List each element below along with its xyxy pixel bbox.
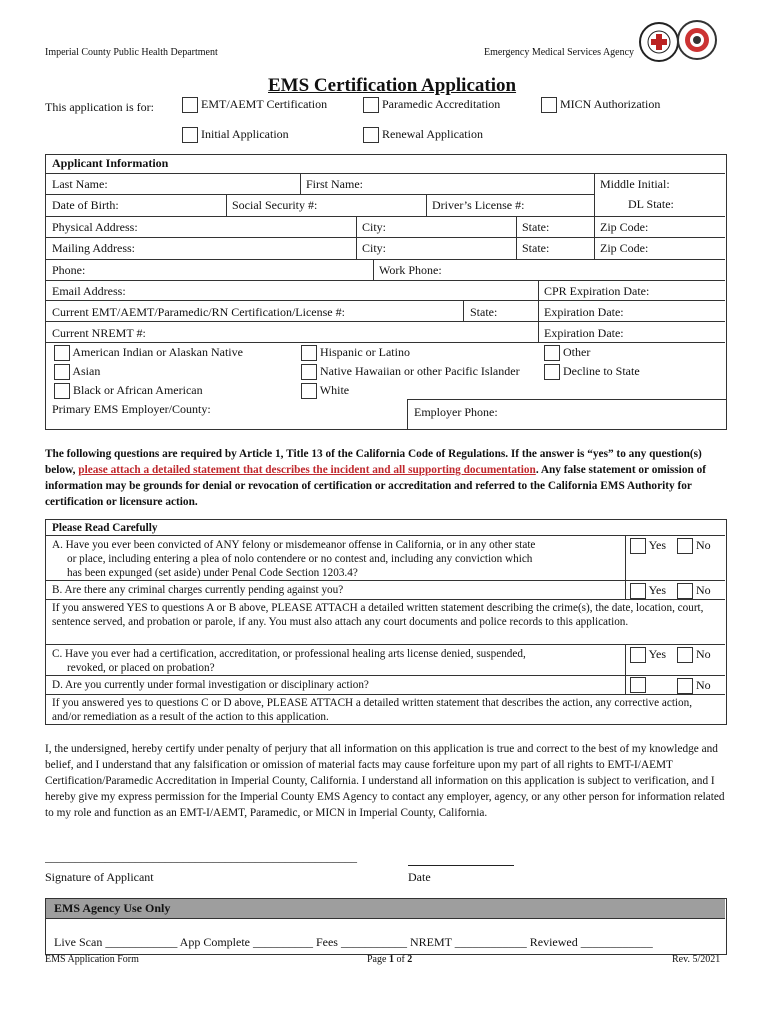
eth-american-indian[interactable]: American Indian or Alaskan Native [54, 345, 243, 361]
micn-checkbox[interactable] [541, 97, 557, 113]
option-initial[interactable]: Initial Application [182, 127, 289, 143]
mailing-state-field[interactable]: State: [522, 241, 550, 255]
paramedic-checkbox[interactable] [363, 97, 379, 113]
question-c-no[interactable]: No [677, 647, 711, 663]
phone-field[interactable]: Phone: [52, 263, 86, 277]
signature-line[interactable]: ____________________________________________________ [45, 850, 357, 864]
nremt-expiration-field[interactable]: Expiration Date: [544, 326, 624, 340]
agency-heading: EMS Agency Use Only [54, 901, 171, 915]
physical-state-field[interactable]: State: [522, 220, 550, 234]
footer-revision: Rev. 5/2021 [672, 954, 721, 965]
eth-pacific-islander[interactable]: Native Hawaiian or other Pacific Islander [301, 364, 520, 380]
question-d: D. Are you currently under formal investigation or disciplinary action? [52, 679, 369, 691]
work-phone-field[interactable]: Work Phone: [379, 263, 442, 277]
eth-decline[interactable]: Decline to State [544, 364, 640, 380]
renewal-checkbox[interactable] [363, 127, 379, 143]
eth-white[interactable]: White [301, 383, 349, 399]
question-b-no[interactable]: No [677, 583, 711, 599]
physical-city-field[interactable]: City: [362, 220, 387, 234]
employer-field[interactable]: Primary EMS Employer/County: [52, 402, 211, 416]
mailing-zip-field[interactable]: Zip Code: [600, 241, 649, 255]
cpr-expiration-field[interactable]: CPR Expiration Date: [544, 284, 650, 298]
questions-cd-note: If you answered yes to questions C or D above, PLEASE ATTACH a detailed written statement that describes the action, any corrective action, and/or remediation as a result of the action to this application. [52, 697, 693, 723]
nremt-field[interactable]: Current NREMT #: [52, 326, 146, 340]
last-name-field[interactable]: Last Name: [52, 177, 108, 191]
eth-black[interactable]: Black or African American [54, 383, 203, 399]
question-a-line2: or place, including entering a plea of nolo contendere or no contest and, including any conviction which [67, 553, 533, 565]
eth-asian[interactable]: Asian [54, 364, 100, 380]
date-line[interactable] [408, 865, 514, 866]
agency-fields[interactable]: Live Scan ____________ App Complete __________ Fees ___________ NREMT ____________ Reviewed ____________ [54, 935, 653, 949]
option-paramedic[interactable]: Paramedic Accreditation [363, 97, 500, 113]
current-cert-field[interactable]: Current EMT/AEMT/Paramedic/RN Certification/License #: [52, 305, 345, 319]
ssn-field[interactable]: Social Security #: [232, 198, 318, 212]
question-d-no[interactable]: No [677, 678, 711, 694]
initial-checkbox[interactable] [182, 127, 198, 143]
eth-hispanic[interactable]: Hispanic or Latino [301, 345, 410, 361]
header-right: Emergency Medical Services Agency [484, 47, 635, 58]
date-label: Date [408, 870, 431, 884]
regulation-notice: The following questions are required by Article 1, Title 13 of the California Code of Regulations. If the answer is “yes” to any question(s) below, please attach a detailed statement that describes the incident and all supporting documentation. Any false statement or omission of information may be grounds for denial or revocation of certification or accreditation and referred to the California EMS Authority for certification or licensure action. [45, 448, 706, 508]
footer-form-name: EMS Application Form [45, 954, 139, 965]
question-c-yes[interactable]: Yes [630, 647, 666, 663]
page-title: EMS Certification Application [268, 75, 517, 96]
questions-ab-note: If you answered YES to questions A or B above, PLEASE ATTACH a detailed written statement describing the crime(s), the date, location, court, sentence served, and probation or parole, if any. You must also attach any court documents and police records to this application. [52, 602, 704, 628]
question-a-line3: has been expunged (set aside) under Penal Code Section 1203.4? [67, 567, 358, 579]
email-field[interactable]: Email Address: [52, 284, 126, 298]
option-emt[interactable]: EMT/AEMT Certification [182, 97, 327, 113]
applicant-section-title: Applicant Information [52, 156, 169, 170]
physical-address-field[interactable]: Physical Address: [52, 220, 138, 234]
question-b: B. Are there any criminal charges currently pending against you? [52, 584, 344, 596]
option-micn[interactable]: MICN Authorization [541, 97, 660, 113]
emt-checkbox[interactable] [182, 97, 198, 113]
dl-field[interactable]: Driver’s License #: [432, 198, 525, 212]
county-seal [677, 20, 717, 60]
mailing-city-field[interactable]: City: [362, 241, 387, 255]
employer-phone-field[interactable]: Employer Phone: [414, 405, 498, 419]
mailing-address-field[interactable]: Mailing Address: [52, 241, 135, 255]
public-health-seal [639, 22, 679, 62]
option-renewal[interactable]: Renewal Application [363, 127, 483, 143]
footer-page: Page 1 of 2 [367, 954, 413, 965]
app-for-label: This application is for: [45, 100, 154, 114]
cert-state-field[interactable]: State: [470, 305, 498, 319]
question-b-yes[interactable]: Yes [630, 583, 666, 599]
question-c-line1: C. Have you ever had a certification, accreditation, or professional healing arts license denied, suspended, [52, 648, 526, 660]
question-a-no[interactable]: No [677, 538, 711, 554]
certification-statement: I, the undersigned, hereby certify under penalty of perjury that all information on this application is true and correct to the best of my knowledge and belief, and I understand that any falsification or omission of material facts may cause forfeiture upon my part of all rights to EMT-I/AEMT Certification/Paramedic Accreditation in Imperial County, California. I understand all information on this application is subject to verification, and I hereby give my express permission for the Imperial County EMS Agency to contact any employer, agency, or any other person for information related to my role and function as an EMT-I/AEMT, Paramedic, or MICN in Imperial County, California. [45, 743, 725, 819]
header-left: Imperial County Public Health Department [45, 47, 218, 58]
questions-heading: Please Read Carefully [52, 522, 158, 534]
eth-other[interactable]: Other [544, 345, 590, 361]
question-a-line1: A. Have you ever been convicted of ANY felony or misdemeanor offense in California, or in any other state [52, 539, 536, 551]
first-name-field[interactable]: First Name: [306, 177, 363, 191]
physical-zip-field[interactable]: Zip Code: [600, 220, 649, 234]
cert-expiration-field[interactable]: Expiration Date: [544, 305, 624, 319]
middle-initial-field[interactable]: Middle Initial: [600, 177, 670, 191]
signature-label: Signature of Applicant [45, 870, 154, 884]
dl-state-field[interactable]: DL State: [628, 197, 674, 211]
question-d-yes-box[interactable] [630, 677, 646, 693]
dob-field[interactable]: Date of Birth: [52, 198, 119, 212]
question-a-yes[interactable]: Yes [630, 538, 666, 554]
question-c-line2: revoked, or placed on probation? [67, 662, 215, 674]
